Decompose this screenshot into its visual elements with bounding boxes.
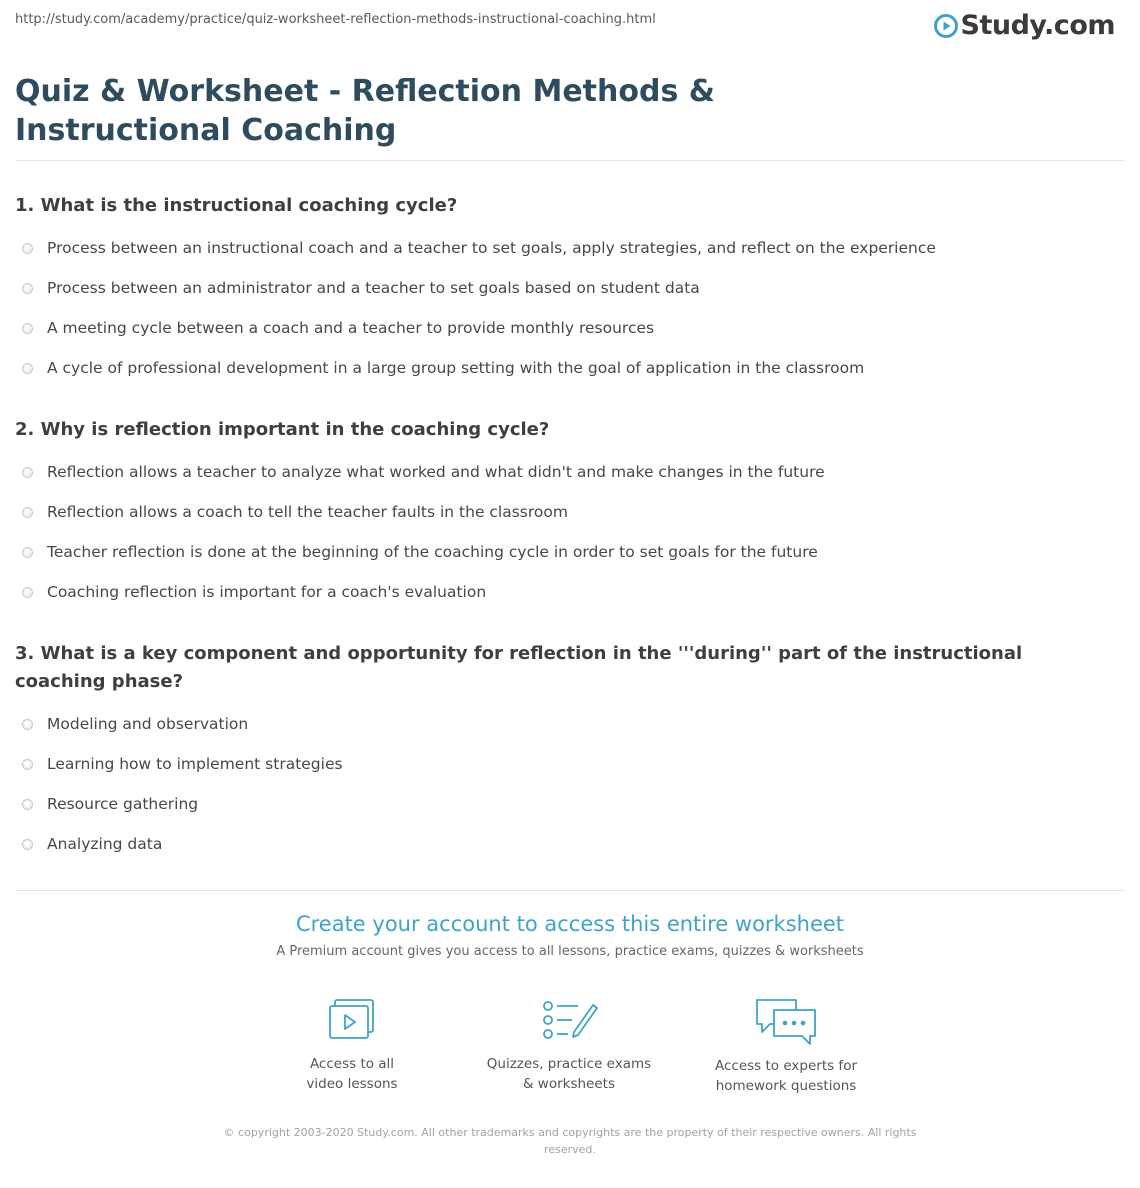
feature-video-lessons xyxy=(252,996,452,1094)
feature-label-line1: Access to all xyxy=(309,1056,395,1072)
answer-option[interactable] xyxy=(22,492,1120,532)
question-3-options xyxy=(22,704,1120,864)
study-logo[interactable] xyxy=(934,10,1115,41)
feature-label-line2: & worksheets xyxy=(522,1076,615,1092)
answer-option[interactable] xyxy=(22,532,1120,572)
question-2: 2. Why is reflection important in the coaching cycle? xyxy=(15,419,550,440)
feature-label-line2: video lessons xyxy=(306,1076,398,1092)
answer-text: Analyzing data xyxy=(47,835,163,853)
radio-button[interactable] xyxy=(22,507,33,518)
chat-bubbles-icon xyxy=(754,996,818,1046)
answer-option[interactable] xyxy=(22,784,1120,824)
feature-label-line1: Quizzes, practice exams xyxy=(486,1056,652,1072)
premium-description: A Premium account gives you access to all lessons, practice exams, quizzes & worksheets xyxy=(276,944,864,959)
logo-text: Study.com xyxy=(960,10,1115,41)
answer-option[interactable] xyxy=(22,452,1120,492)
create-account-link[interactable]: Create your account to access this entire worksheet xyxy=(295,912,845,936)
feature-experts xyxy=(686,996,886,1096)
radio-button[interactable] xyxy=(22,363,33,374)
answer-text: Teacher reflection is done at the beginning of the coaching cycle in order to set goals for the future xyxy=(47,543,818,561)
answer-option[interactable] xyxy=(22,744,1120,784)
answer-text: A meeting cycle between a coach and a teacher to provide monthly resources xyxy=(47,319,655,337)
top-bar xyxy=(15,12,1115,42)
answer-text: Resource gathering xyxy=(47,795,199,813)
answer-option[interactable] xyxy=(22,228,1120,268)
answer-text: Modeling and observation xyxy=(47,715,249,733)
answer-text: Process between an instructional coach and a teacher to set goals, apply strategies, and reflect on the experience xyxy=(47,239,936,257)
cta-divider xyxy=(15,890,1125,891)
answer-text: Learning how to implement strategies xyxy=(47,755,343,773)
radio-button[interactable] xyxy=(22,719,33,730)
title-divider xyxy=(15,160,1125,161)
answer-text: Process between an administrator and a teacher to set goals based on student data xyxy=(47,279,700,297)
answer-option[interactable] xyxy=(22,348,1120,388)
copyright-footer: © copyright 2003-2020 Study.com. All other trademarks and copyrights are the property of their respective owners. All rights reserved. xyxy=(223,1126,917,1156)
radio-button[interactable] xyxy=(22,283,33,294)
radio-button[interactable] xyxy=(22,587,33,598)
answer-text: Reflection allows a coach to tell the teacher faults in the classroom xyxy=(47,503,568,521)
radio-button[interactable] xyxy=(22,467,33,478)
answer-option[interactable] xyxy=(22,308,1120,348)
radio-button[interactable] xyxy=(22,799,33,810)
answer-option[interactable] xyxy=(22,572,1120,612)
page-url: http://study.com/academy/practice/quiz-worksheet-reflection-methods-instructional-coaching.html xyxy=(15,12,656,27)
feature-label-line2: homework questions xyxy=(715,1078,857,1094)
radio-button[interactable] xyxy=(22,759,33,770)
play-circle-icon xyxy=(934,14,958,38)
question-1: 1. What is the instructional coaching cycle? xyxy=(15,195,458,216)
video-lessons-icon xyxy=(325,996,379,1044)
quiz-checklist-icon xyxy=(540,996,598,1044)
radio-button[interactable] xyxy=(22,243,33,254)
feature-label-line1: Access to experts for xyxy=(714,1058,857,1074)
answer-text: A cycle of professional development in a large group setting with the goal of application in the classroom xyxy=(47,359,865,377)
answer-text: Reflection allows a teacher to analyze what worked and what didn't and make changes in the future xyxy=(47,463,825,481)
answer-option[interactable] xyxy=(22,268,1120,308)
radio-button[interactable] xyxy=(22,547,33,558)
question-1-options xyxy=(22,228,1120,388)
radio-button[interactable] xyxy=(22,323,33,334)
question-3: 3. What is a key component and opportunity for reflection in the '''during'' part of the instructional coaching phase? xyxy=(15,643,1023,692)
radio-button[interactable] xyxy=(22,839,33,850)
question-2-options xyxy=(22,452,1120,612)
answer-option[interactable] xyxy=(22,824,1120,864)
answer-option[interactable] xyxy=(22,704,1120,744)
page-title: Quiz & Worksheet - Reflection Methods & Instructional Coaching xyxy=(15,74,715,148)
answer-text: Coaching reflection is important for a coach's evaluation xyxy=(47,583,487,601)
feature-quizzes xyxy=(469,996,669,1094)
